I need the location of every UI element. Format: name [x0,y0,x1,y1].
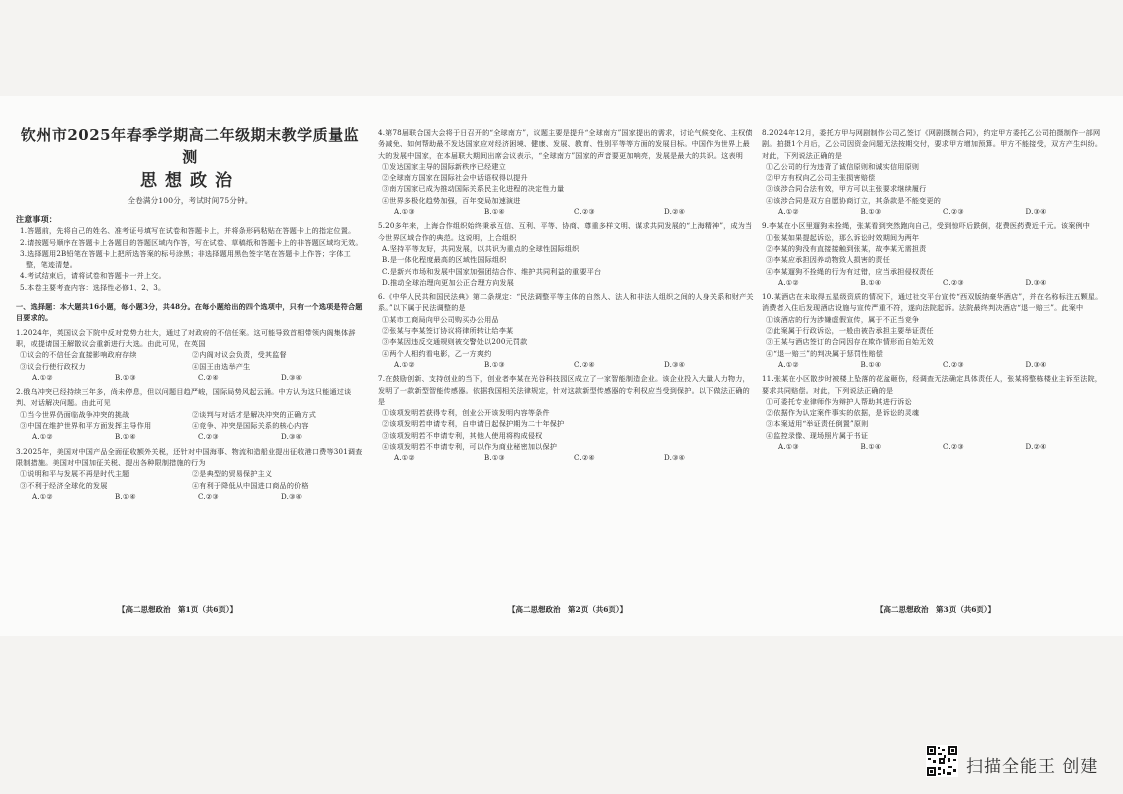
answer-choice: D.③④ [281,432,303,442]
question-option: ④两个人相约看电影，乙一方爽约 [382,348,492,358]
answer-choice: C.②③ [198,491,219,501]
answer-choice: D.③④ [1025,277,1047,287]
question-option: ③该涉合同合法有效，甲方可以主张要求继续履行 [766,184,927,194]
question-option: ④有利于降低从中国进口商品的价格 [192,480,309,490]
question-stem: 9.李某在小区里遛狗未拴绳，张某看到突然跑向自己，受到惊吓后跌倒，花费医药费近千元。该案例中 [762,221,1091,231]
question-option: ②依据作为认定案件事实的依据，是诉讼的灵魂 [766,408,920,418]
answer-choice: D.②④ [664,207,686,217]
question-option: D.推动全球治理向更加公正合理方向发展 [382,277,515,287]
answer-choice: D.③④ [664,359,686,369]
answer-choice: A.①② [778,359,799,369]
notes-heading: 注意事项： [16,214,57,224]
question-stem: 4.第78届联合国大会将于日召开的“全球南方”，议题主要是提升“全球南方”国家提出的需求，讨论气候变化、主权债务减免、如何帮助最不发达国家应对经济困境、健康、发展、教育、性别平等等方面的发展目标。中国作为世界上最大的发展中国家，在本届联大期间出席会议表示，“全球南方”国家的声音要更加响亮，发展是最大的共识。这表明 [378,128,753,160]
question-option: ①说明和平与发展不再是时代主题 [20,469,130,479]
question-option: ②此案属于行政诉讼，一般由被告承担主要举证责任 [766,326,934,336]
question-option: ③南方国家已成为推动国际关系民主化进程的决定性力量 [382,184,565,194]
question-option: ③中国在维护世界和平方面发挥主导作用 [20,421,152,431]
note-item: 3.选择题用2B铅笔在答题卡上把所选答案的标号涂黑；非选择题用黑色签字笔在答题卡上作答；字体工整，笔迹清楚。 [20,248,351,270]
answer-choice: A.①② [32,491,53,501]
answer-choice: A.①② [32,372,53,382]
question-option: ①议会的不信任会直接影响政府存续 [20,350,137,360]
exam-page-2 [378,124,754,466]
question-option: ③议会行使行政权力 [20,361,86,371]
exam-page-3 [762,124,1108,454]
question-option: ④该项发明若不申请专利，可以作为商业秘密加以保护 [382,442,558,452]
answer-choice: C.②④ [574,359,595,369]
question-option: ④监控录像、现场照片属于书证 [766,430,869,440]
question-option: ③不利于经济全球化的发展 [20,480,108,490]
exam-subject: 思想政治 [140,171,240,191]
question-stem: 1.2024年，英国议会下院中反对党势力壮大，通过了对政府的不信任案。这可能导致首相带领内阁集体辞职，或提请国王解散议会重新进行大选。由此可见，在英国 [16,327,356,348]
note-item: 5.本卷主要考查内容：选择性必修1、2、3。 [20,282,166,292]
qr-code-icon [926,745,958,777]
question-option: A.坚持平等友好，共同发展，以共识为重点的全球性国际组织 [382,243,580,253]
question-option: ②谈判与对话才是解决冲突的正确方式 [192,409,316,419]
question-option: B.是一体化程度最高的区域性国际组织 [382,255,507,265]
answer-choice: C.②③ [943,442,964,452]
answer-choice: A.①③ [394,207,415,217]
exam-page-1 [16,124,364,504]
answer-choice: C.②③ [574,207,595,217]
answer-choice: A.①③ [778,442,799,452]
answer-choice: D.③④ [664,453,686,463]
question-option: ②内阁对议会负责，受其监督 [192,350,287,360]
question-option: ④“退一赔三”的判决属于惩罚性赔偿 [766,348,884,358]
scanner-watermark: 扫描全能王 创建 [966,757,1099,777]
note-item: 1.答题前，先将自己的姓名、准考证号填写在试卷和答题卡上，并将条形码粘贴在答题卡上的指定位置。 [20,226,356,236]
question-option: ③该项发明若不申请专利，其他人使用将构成侵权 [382,430,543,440]
section-heading: 一、选择题：本大题共16小题，每小题3分，共48分。在每小题给出的四个选项中，只有一个选项是符合题目要求的。 [16,302,363,323]
question-option: ①张某如果提起诉讼，那么诉讼时效期间为两年 [766,232,920,242]
answer-choice: C.②③ [943,359,964,369]
question-option: ④李某遛狗不拴绳的行为有过错，应当承担侵权责任 [766,266,934,276]
answer-choice: B.①④ [484,207,505,217]
answer-choice: C.②③ [943,277,964,287]
answer-choice: B.①④ [860,277,882,287]
question-stem: 8.2024年12月，委托方甲与网剧制作公司乙签订《网剧摄制合同》，约定甲方委托乙公司拍摄制作一部网剧。拍摄1个月后，乙公司因资金问题无法按期交付，要求甲方增加预算。甲方不能接受，双方产生纠纷。对此，下列说法正确的是 [762,128,1103,160]
question-stem: 3.2025年，美国对中国产品全面征收额外关税，还针对中国海事、物流和造船业提出征收港口费等301调查限制措施。美国对中国加征关税、提出各种限制措施的行为 [16,446,363,467]
answer-choice: B.①④ [115,491,136,501]
answer-choice: C.②④ [198,372,219,382]
answer-choice: C.②③ [198,432,219,442]
answer-choice: A.①② [32,432,53,442]
question-option: ③本案适用“举证责任倒置”原则 [766,419,869,429]
answer-choice: A.①② [394,359,415,369]
page-footer: 【高二思想政治 第3页（共6页）】 [876,605,996,614]
question-option: ①乙公司的行为违背了诚信原则和诚实信用原则 [766,161,920,171]
answer-choice: D.③④ [1025,359,1047,369]
answer-choice: D.②④ [1025,442,1047,452]
question-option: ①该项发明若获得专利，创业公开该发明内容等条件 [382,408,550,418]
note-item: 2.请按题号顺序在答题卡上各题目的答题区域内作答，写在试卷、草稿纸和答题卡上的非答题区域均无效。 [20,237,363,247]
question-option: ①该酒店的行为涉嫌虚假宣传，属于不正当竞争 [766,314,920,324]
answer-choice: B.①③ [115,372,136,382]
question-option: ③王某与酒店签订的合同因存在欺诈情形而自始无效 [766,337,934,347]
page-footer: 【高二思想政治 第1页（共6页）】 [118,605,238,614]
question-stem: 2.俄乌冲突已经持续三年多，尚未停息，但以问题目趋严峻，国际局势风起云涌。中方认为这只能通过谈判、对话解决问题。由此可见 [16,387,352,408]
question-option: ②李某的狗没有直接接触到张某，故李某无需担责 [766,243,927,253]
question-option: ①某市工商局向甲公司购买办公用品 [382,314,499,324]
answer-choice: A.①② [394,453,415,463]
question-stem: 7.在鼓励创新、支持创业的当下，创业者李某在光谷科技园区成立了一家智能制造企业。该企业投入大量人力物力，发明了一款新型智能传感器。依据我国相关法律规定，针对这款新型传感器的专利权应当受到保护。以下做法正确的是 [378,374,750,406]
answer-choice: D.③④ [281,491,303,501]
answer-choice: B.①③ [484,453,505,463]
answer-choice: B.①③ [484,359,505,369]
answer-choice: A.①② [778,277,799,287]
answer-choice: A.①② [778,207,799,217]
question-option: ②全球南方国家在国际社会中话语权得以提升 [382,173,528,183]
question-stem: 10.某酒店在未取得五星级资质的情况下，通过社交平台宣传“西双版纳豪华酒店”，并在名称标注五颗星。消费者入住后发现酒店设施与宣传严重不符，遂向法院起诉。法院最终判决酒店“退一赔三”。此案中 [762,292,1103,313]
question-stem: 11.张某在小区散步时被楼上坠落的花盆砸伤，经调查无法确定具体责任人，张某将整栋楼业主诉至法院，要求共同赔偿。对此，下列说法正确的是 [762,374,1103,395]
question-option: C.是新兴市场和发展中国家加强团结合作、维护共同利益的重要平台 [382,266,602,276]
question-option: ④国王由选举产生 [192,361,251,371]
note-item: 4.考试结束后，请将试卷和答题卡一并上交。 [20,271,166,281]
question-option: ④该涉合同是双方自愿协商订立，其条款是不能变更的 [766,195,942,205]
question-option: ②张某与李某签订协议将律所转让给李某 [382,326,514,336]
answer-choice: D.③④ [281,372,303,382]
exam-title: 钦州市2025年春季学期高二年级期末教学质量监测 [20,126,360,166]
answer-choice: B.①④ [115,432,136,442]
question-option: ①可委托专业律师作为辩护人帮助其进行诉讼 [766,396,912,406]
question-option: ①发达国家主导的国际新秩序已经建立 [382,161,506,171]
answer-choice: C.②③ [943,207,964,217]
question-option: ②该项发明若申请专利，自申请日起保护期为二十年保护 [382,419,565,429]
question-option: ②甲方有权向乙公司主张损害赔偿 [766,173,876,183]
question-option: ③李某因违反交通规则被交警处以200元罚款 [382,337,528,347]
question-option: ②是典型的贸易保护主义 [192,469,273,479]
page-footer: 【高二思想政治 第2页（共6页）】 [508,605,628,614]
answer-choice: C.②④ [574,453,595,463]
exam-meta: 全卷满分100分，考试时间75分钟。 [127,196,253,205]
question-option: ①当今世界仍面临战争冲突的挑战 [20,409,130,419]
question-option: ④世界多极化趋势加强，百年变局加速演进 [382,195,521,205]
answer-choice: B.①④ [860,359,882,369]
question-stem: 5.20多年来，上海合作组织始终秉承互信、互利、平等、协商、尊重多样文明、谋求共同发展的“上海精神”，成为当今世界区域合作的典范。这说明，上合组织 [378,221,753,242]
question-option: ③李某应承担因养动物致人损害的责任 [766,255,890,265]
question-stem: 6.《中华人民共和国民法典》第二条规定：“民法调整平等主体的自然人、法人和非法人组织之间的人身关系和财产关系。”以下属于民法调整的是 [378,292,754,313]
question-option: ④竞争、冲突是国际关系的核心内容 [192,421,309,431]
answer-choice: D.③④ [1025,207,1047,217]
answer-choice: B.①④ [860,442,882,452]
answer-choice: B.①③ [860,207,882,217]
